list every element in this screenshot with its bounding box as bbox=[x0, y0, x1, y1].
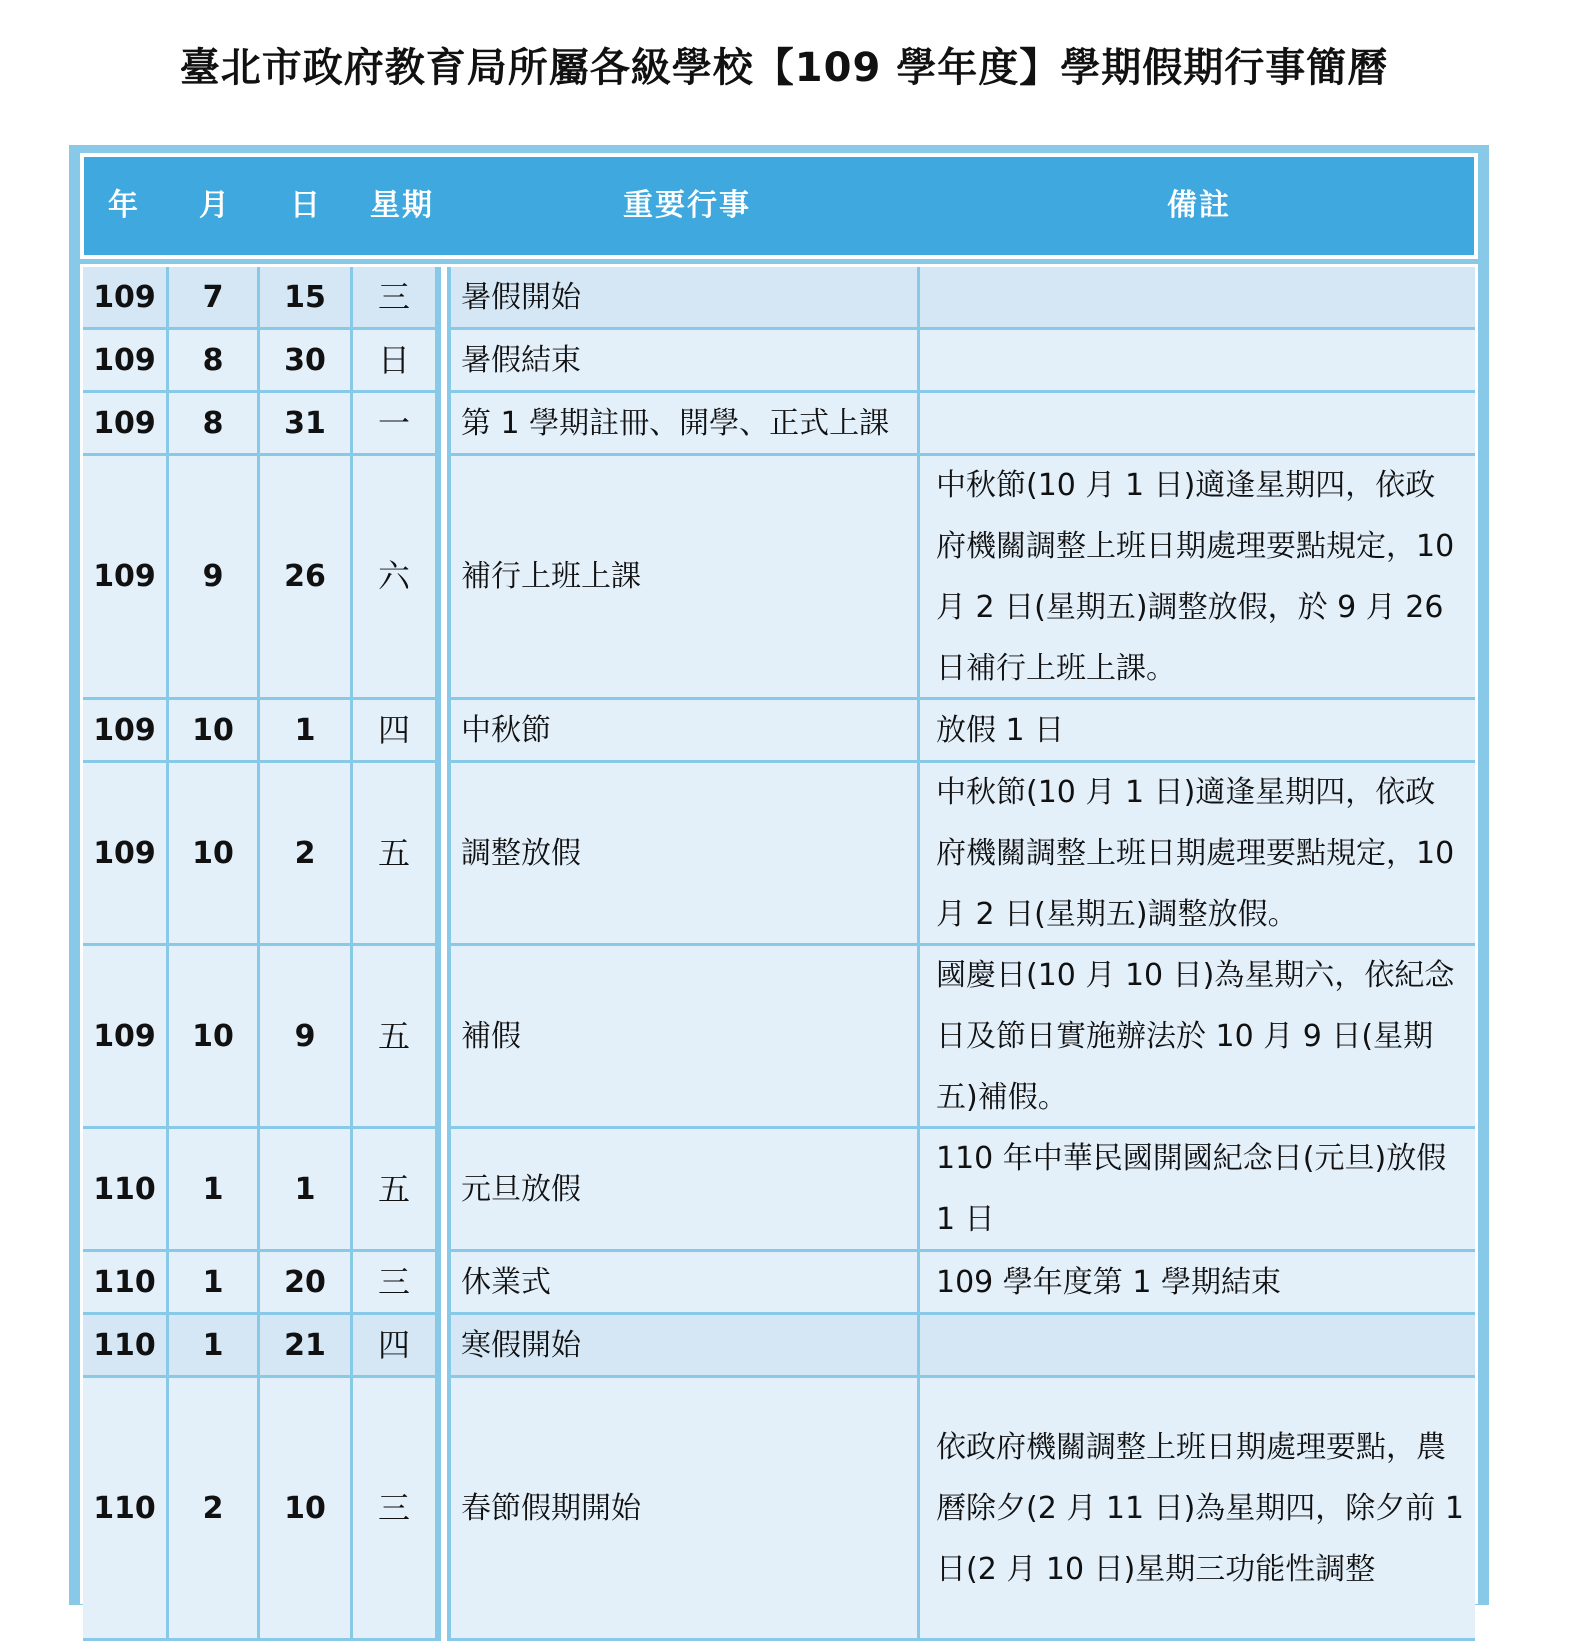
cell-day: 31 bbox=[260, 393, 350, 453]
table-row bbox=[83, 456, 1475, 700]
cell-day: 30 bbox=[260, 330, 350, 390]
cell-note: 放假 1 日 bbox=[920, 700, 1475, 760]
cell-day: 15 bbox=[260, 267, 350, 327]
table-row bbox=[83, 700, 1475, 763]
cell-year: 109 bbox=[83, 763, 166, 943]
cell-weekday: 六 bbox=[353, 456, 435, 697]
cell-month: 1 bbox=[169, 1315, 257, 1375]
column-divider bbox=[441, 1378, 447, 1641]
cell-day: 1 bbox=[260, 700, 350, 760]
table-body bbox=[80, 264, 1478, 1604]
cell-weekday: 五 bbox=[353, 946, 435, 1126]
column-divider bbox=[441, 456, 447, 700]
cell-month: 8 bbox=[169, 393, 257, 453]
cell-event: 春節假期開始 bbox=[451, 1378, 917, 1638]
cell-year: 109 bbox=[83, 330, 166, 390]
cell-weekday: 日 bbox=[353, 330, 435, 390]
cell-weekday: 五 bbox=[353, 1129, 435, 1249]
cell-weekday: 三 bbox=[353, 1252, 435, 1312]
cell-event: 補行上班上課 bbox=[451, 456, 917, 697]
header-event: 重要行事 bbox=[623, 188, 751, 223]
table-row bbox=[83, 393, 1475, 456]
column-divider bbox=[441, 946, 447, 1129]
table-row bbox=[83, 763, 1475, 946]
cell-weekday: 三 bbox=[353, 1378, 435, 1638]
cell-year: 109 bbox=[83, 393, 166, 453]
cell-year: 110 bbox=[83, 1315, 166, 1375]
column-divider bbox=[441, 1315, 447, 1378]
cell-year: 110 bbox=[83, 1252, 166, 1312]
cell-event: 中秋節 bbox=[451, 700, 917, 760]
cell-event: 寒假開始 bbox=[451, 1315, 917, 1375]
cell-weekday: 四 bbox=[353, 700, 435, 760]
cell-note: 依政府機關調整上班日期處理要點，農曆除夕(2 月 11 日)為星期四，除夕前 1 日(2 月 10 日)星期三功能性調整 bbox=[920, 1378, 1475, 1638]
cell-event: 暑假結束 bbox=[451, 330, 917, 390]
cell-weekday: 三 bbox=[353, 267, 435, 327]
cell-month: 8 bbox=[169, 330, 257, 390]
cell-note: 中秋節(10 月 1 日)適逢星期四，依政府機關調整上班日期處理要點規定，10 月 2 日(星期五)調整放假。 bbox=[920, 763, 1475, 943]
cell-note: 中秋節(10 月 1 日)適逢星期四，依政府機關調整上班日期處理要點規定，10 月 2 日(星期五)調整放假，於 9 月 26 日補行上班上課。 bbox=[920, 456, 1475, 697]
cell-day: 9 bbox=[260, 946, 350, 1126]
cell-note: 國慶日(10 月 10 日)為星期六，依紀念日及節日實施辦法於 10 月 9 日(星期五)補假。 bbox=[920, 946, 1475, 1126]
header-day: 日 bbox=[290, 188, 322, 223]
cell-year: 109 bbox=[83, 700, 166, 760]
cell-event: 暑假開始 bbox=[451, 267, 917, 327]
cell-year: 109 bbox=[83, 456, 166, 697]
cell-note: 109 學年度第 1 學期結束 bbox=[920, 1252, 1475, 1312]
cell-year: 109 bbox=[83, 946, 166, 1126]
cell-day: 1 bbox=[260, 1129, 350, 1249]
column-divider bbox=[441, 763, 447, 946]
table-header-bar bbox=[84, 157, 1474, 255]
cell-month: 10 bbox=[169, 946, 257, 1126]
table-row bbox=[83, 1252, 1475, 1315]
column-divider bbox=[441, 267, 447, 330]
page-title: 臺北市政府教育局所屬各級學校【109 學年度】學期假期行事簡曆 bbox=[179, 45, 1389, 91]
cell-note: 110 年中華民國開國紀念日(元旦)放假 1 日 bbox=[920, 1129, 1475, 1249]
cell-note bbox=[920, 1315, 1475, 1375]
cell-event: 休業式 bbox=[451, 1252, 917, 1312]
table-header bbox=[80, 153, 1478, 259]
column-divider bbox=[441, 700, 447, 763]
cell-note bbox=[920, 330, 1475, 390]
cell-month: 2 bbox=[169, 1378, 257, 1638]
table-row bbox=[83, 1129, 1475, 1252]
cell-day: 10 bbox=[260, 1378, 350, 1638]
cell-note bbox=[920, 267, 1475, 327]
cell-month: 1 bbox=[169, 1129, 257, 1249]
header-weekday: 星期 bbox=[370, 188, 434, 223]
cell-weekday: 五 bbox=[353, 763, 435, 943]
cell-day: 26 bbox=[260, 456, 350, 697]
cell-year: 110 bbox=[83, 1378, 166, 1638]
cell-event: 第 1 學期註冊、開學、正式上課 bbox=[451, 393, 917, 453]
cell-month: 7 bbox=[169, 267, 257, 327]
cell-event: 調整放假 bbox=[451, 763, 917, 943]
table-row bbox=[83, 330, 1475, 393]
cell-day: 21 bbox=[260, 1315, 350, 1375]
cell-day: 20 bbox=[260, 1252, 350, 1312]
table-row bbox=[83, 946, 1475, 1129]
cell-month: 10 bbox=[169, 763, 257, 943]
cell-day: 2 bbox=[260, 763, 350, 943]
cell-month: 1 bbox=[169, 1252, 257, 1312]
cell-year: 110 bbox=[83, 1129, 166, 1249]
cell-event: 元旦放假 bbox=[451, 1129, 917, 1249]
cell-weekday: 一 bbox=[353, 393, 435, 453]
table-row bbox=[83, 1315, 1475, 1378]
table-row bbox=[83, 1378, 1475, 1641]
table-row bbox=[83, 267, 1475, 330]
cell-month: 10 bbox=[169, 700, 257, 760]
cell-year: 109 bbox=[83, 267, 166, 327]
cell-note bbox=[920, 393, 1475, 453]
column-divider bbox=[441, 330, 447, 393]
column-divider bbox=[441, 1252, 447, 1315]
cell-month: 9 bbox=[169, 456, 257, 697]
header-month: 月 bbox=[199, 188, 231, 223]
column-divider bbox=[441, 393, 447, 456]
cell-event: 補假 bbox=[451, 946, 917, 1126]
column-divider bbox=[441, 1129, 447, 1252]
header-year: 年 bbox=[108, 188, 140, 223]
cell-weekday: 四 bbox=[353, 1315, 435, 1375]
header-note: 備註 bbox=[1167, 188, 1231, 223]
